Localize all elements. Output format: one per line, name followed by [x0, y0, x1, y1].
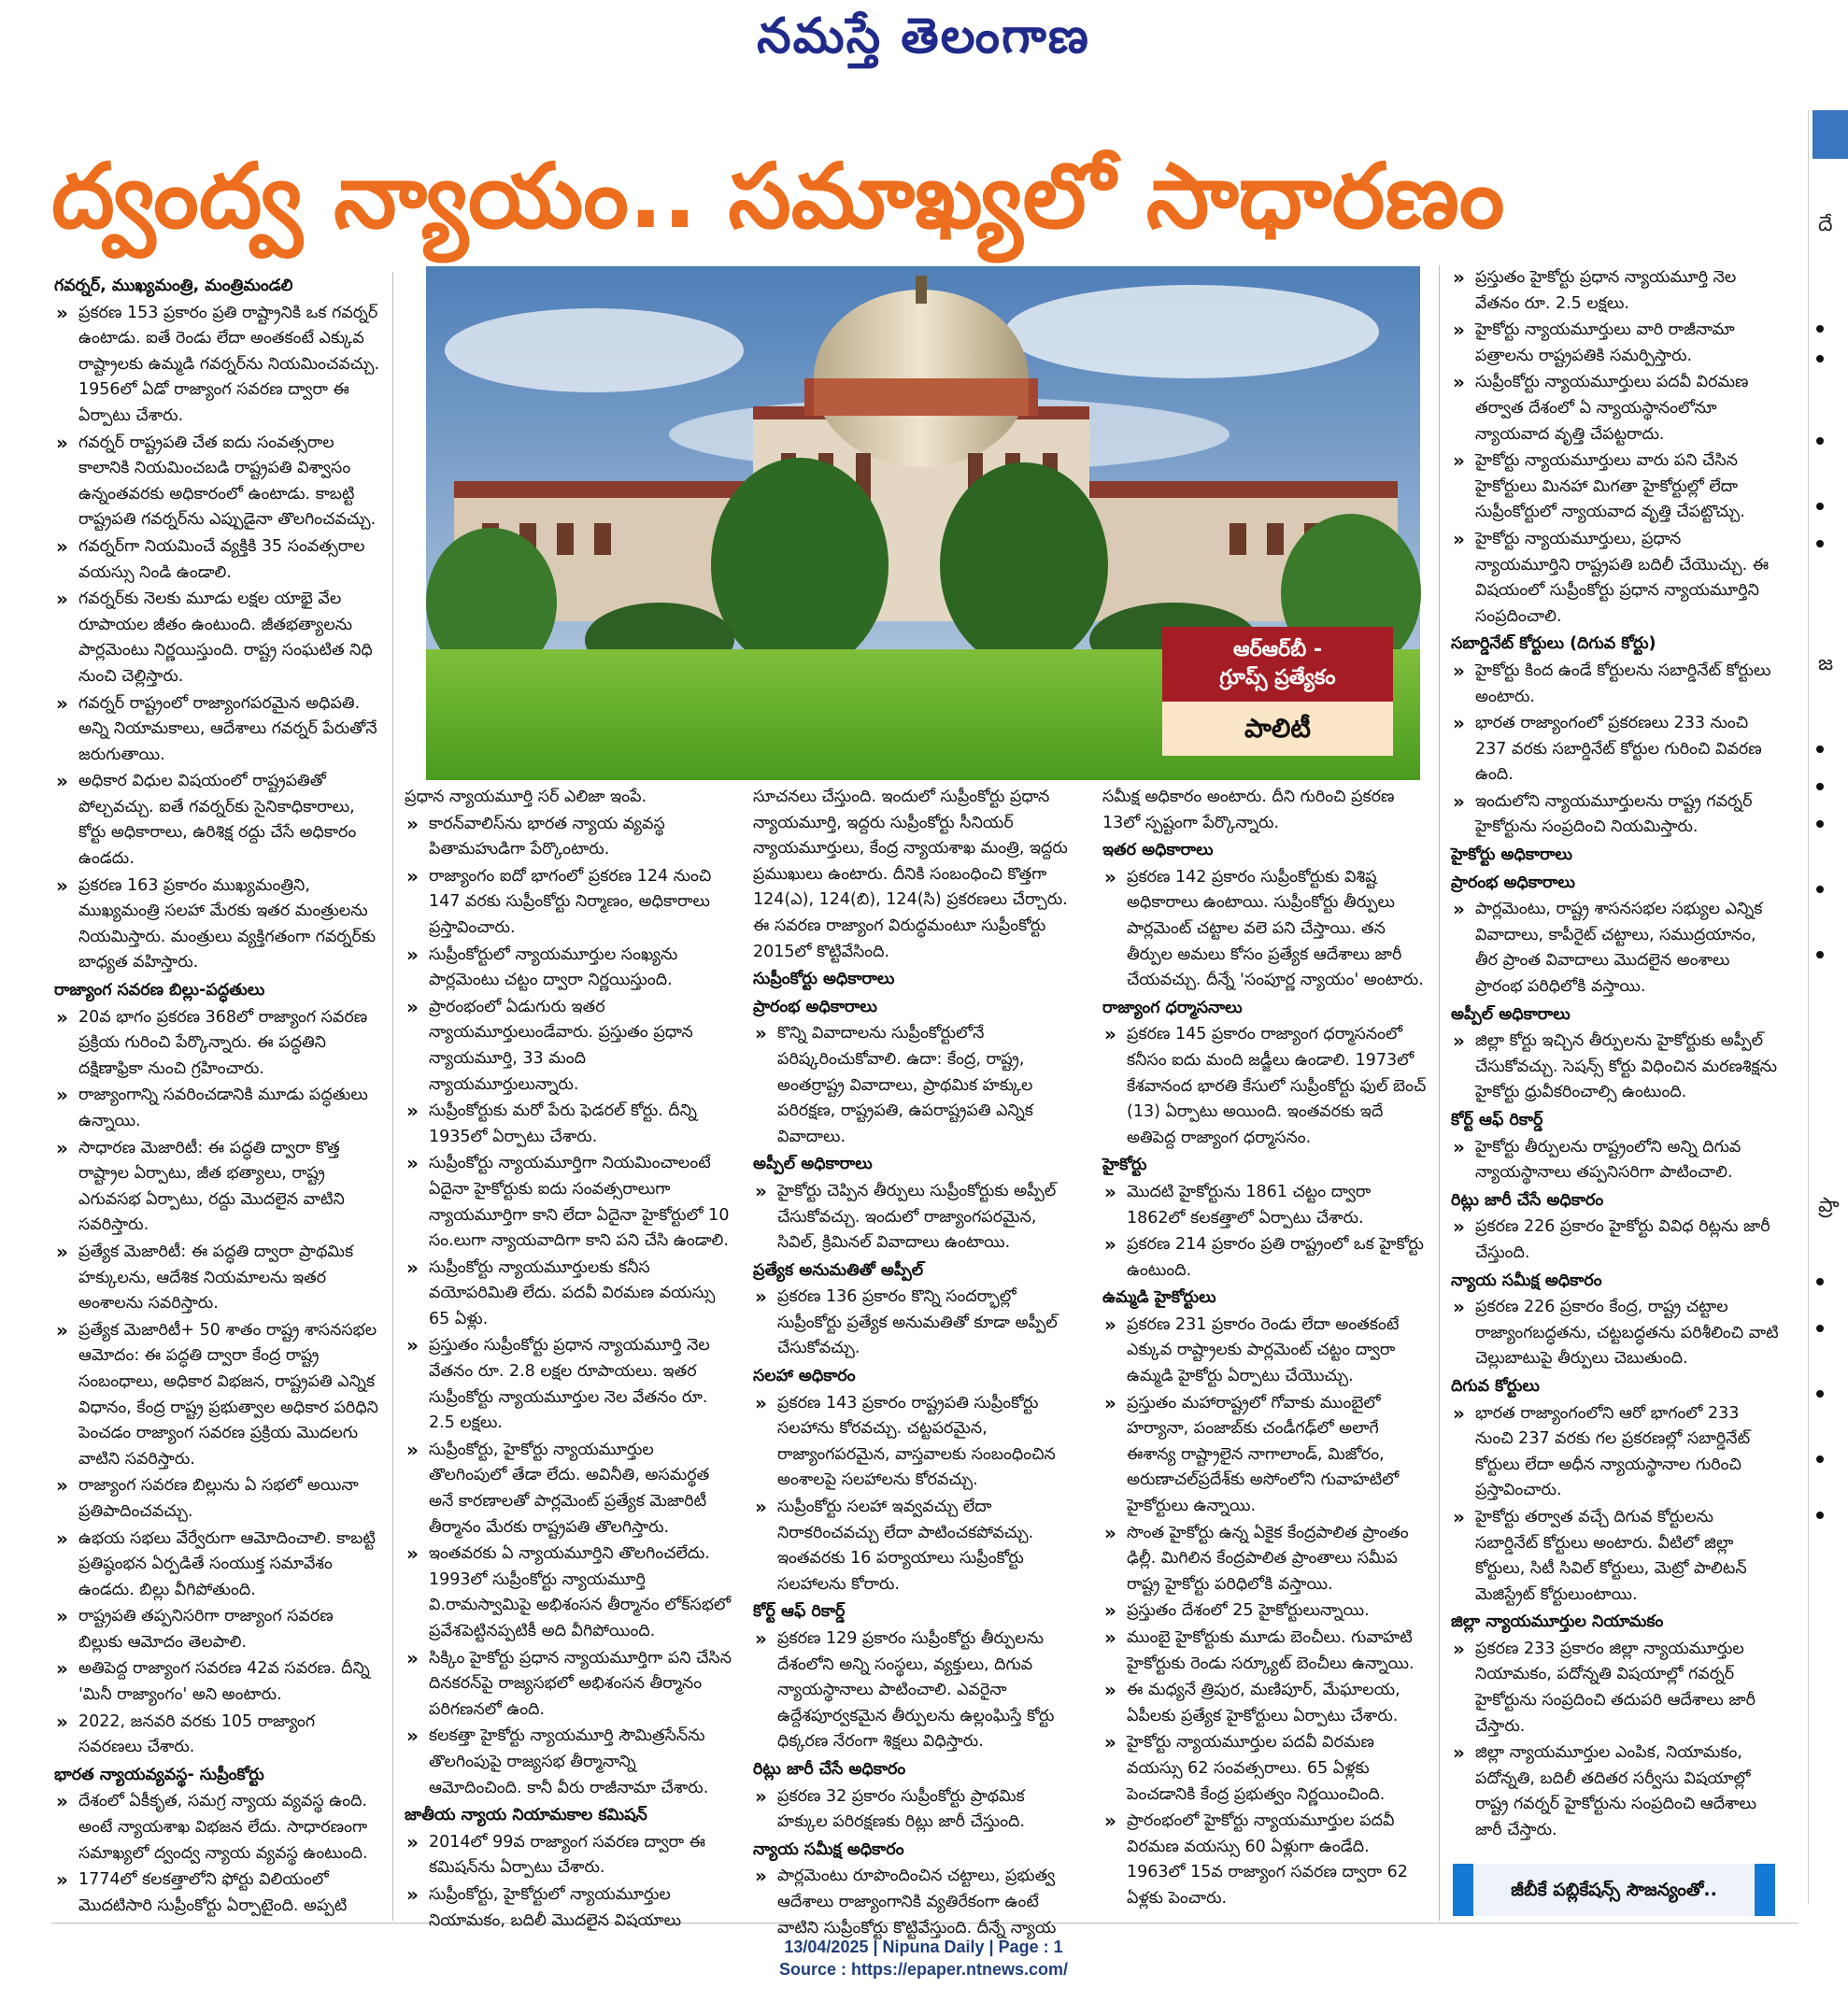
- strip-bullet: [1816, 820, 1824, 828]
- bullet-item: » రాష్ట్రపతి తప్పనిసరిగా రాజ్యాంగ సవరణ బిల్లుకు ఆమోదం తెలపాలి.: [54, 1604, 381, 1655]
- bullet-item: » సుప్రీంకోర్టు, హైకోర్టులో న్యాయమూర్తుల నియామకం, బదిలీ మొదలైన విషయాలు: [405, 1882, 733, 1934]
- bullet-item: » హైకోర్టు చెప్పిన తీర్పులు సుప్రీంకోర్టుకు అప్పీల్ చేసుకోవచ్చు. ఇందులో రాజ్యాంగపరమైన, సివిల్, క్రిమినల్ వివాదాలు ఉంటాయి.: [753, 1179, 1080, 1257]
- strip-bullet: [1816, 745, 1824, 753]
- bullet-item: » రాజ్యాంగం ఐదో భాగంలో ప్రకరణ 124 నుంచి 147 వరకు సుప్రీంకోర్టు నిర్మాణం, అధికారాలు ప్రస్తావించారు.: [405, 864, 733, 942]
- badge-line-1: ఆర్ఆర్‌బీ -: [1233, 638, 1322, 661]
- subheading: అప్పీల్ అధికారాలు: [753, 1155, 873, 1174]
- bullet-item: » భారత రాజ్యాంగంలో ప్రకరణలు 233 నుంచి 237 వరకు సబార్డినేట్ కోర్టుల గురించి వివరణ ఉంది.: [1451, 711, 1780, 788]
- masthead-logo: నమస్తే తెలంగాణ: [757, 7, 1090, 64]
- bullet-item: » రాజ్యాంగాన్ని సవరించడానికి మూడు పద్ధతులు ఉన్నాయి.: [54, 1083, 381, 1134]
- bullet-item: » రాజ్యాంగ సవరణ బిల్లును ఏ సభలో అయినా ప్రతిపాదించవచ్చు.: [54, 1473, 381, 1525]
- bullet-item: » సుప్రీంకోర్టు న్యాయమూర్తులు పదవీ విరమణ తర్వాత దేశంలో ఏ న్యాయస్థానంలోనూ న్యాయవాద వృత్తి చేపట్టరాదు.: [1451, 370, 1780, 447]
- subheading: హైకోర్టు అధికారాలు: [1451, 845, 1572, 865]
- subheading: జాతీయ న్యాయ నియామకాల కమిషన్: [405, 1806, 647, 1825]
- bullet-item: » సుప్రీంకోర్టు సలహా ఇవ్వవచ్చు లేదా నిరాకరించవచ్చు లేదా పాటించకపోవచ్చు. ఇంతవరకు 16 పర్యాయాలు సుప్రీంకోర్టు సలహాలను కోరారు.: [753, 1495, 1080, 1597]
- subheading: సుప్రీంకోర్టు అధికారాలు: [753, 970, 895, 989]
- section-badge: [1162, 627, 1393, 758]
- bullet-item: » ప్రస్తుతం మహారాష్ట్రలో గోవాకు ముంబైలో హర్యానా, పంజాబ్‌కు చండీగఢ్‌లో అలాగే ఈశాన్య రాష్ట్రాలైన నాగాలాండ్, మిజోరం, అరుణాచల్‌ప్రదేశ్‌కు అసోంలోని గువాహటిలో హైకోర్టులు ఉన్నాయి.: [1102, 1391, 1429, 1520]
- bullet-item: » కొన్ని వివాదాలను సుప్రీంకోర్టులోనే పరిష్కరించుకోవాలి. ఉదా: కేంద్ర, రాష్ట్ర, అంతర్రాష్ట్ర వివాదాలు, ప్రాథమిక హక్కుల పరిరక్షణ, రాష్ట్రపతి, ఉపరాష్ట్రపతి ఎన్నిక వివాదాలు.: [753, 1021, 1080, 1150]
- bullet-item: » దేశంలో ఏకీకృత, సమగ్ర న్యాయ వ్యవస్థ ఉంది. అంటే న్యాయశాఖ విభజన లేదు. సాధారణంగా సమాఖ్యలో ద్వంద్వ న్యాయ వ్యవస్థ ఉంటుంది.: [54, 1789, 381, 1867]
- bullet-item: » సొంత హైకోర్టు ఉన్న ఏకైక కేంద్రపాలిత ప్రాంతం ఢిల్లీ. మిగిలిన కేంద్రపాలిత ప్రాంతాలు సమీప రాష్ట్ర హైకోర్టు పరిధిలోకి వస్తాయి.: [1102, 1521, 1429, 1598]
- bullet-item: » ఈ మధ్యనే త్రిపుర, మణిపూర్, మేఘాలయ, ఏపీలకు ప్రత్యేక హైకోర్టులు ఏర్పాటు చేశారు.: [1102, 1678, 1429, 1729]
- bullet-item: » హైకోర్టు న్యాయమూర్తులు, ప్రధాన న్యాయమూర్తిని రాష్ట్రపతి బదిలీ చేయొచ్చు. ఈ విషయంలో సుప్రీంకోర్టు ప్రధాన న్యాయమూర్తిని సంప్రదించాలి.: [1451, 527, 1780, 630]
- strip-bullet: [1816, 437, 1824, 445]
- article-column-2: [405, 785, 733, 1930]
- column-divider: [392, 272, 393, 1921]
- page-footer: [0, 1936, 1847, 1981]
- bullet-item: » హైకోర్టు కింద ఉండే కోర్టులను సబార్డినేట్ కోర్టులు అంటారు.: [1451, 659, 1780, 710]
- bullet-item: » ఉభయ సభలు వేర్వేరుగా ఆమోదించాలి. కాబట్టి ప్రతిష్ఠంభన ఏర్పడితే సంయుక్త సమావేశం ఉండదు. బిల్లు వీగిపోతుంది.: [54, 1526, 381, 1604]
- column-divider: [1439, 265, 1440, 1921]
- bullet-item: » ముంబై హైకోర్టుకు మూడు బెంచీలు. గువాహటి హైకోర్టుకు రెండు సర్క్యూట్ బెంచీలు ఉన్నాయి.: [1102, 1626, 1429, 1677]
- subheading: దిగువ కోర్టులు: [1451, 1376, 1540, 1396]
- strip-bullet: [1816, 355, 1824, 362]
- footer-source-line: Source : https://epaper.ntnews.com/: [778, 1960, 1069, 1979]
- bullet-item: » హైకోర్టు న్యాయమూర్తులు వారి రాజీనామా పత్రాలను రాష్ట్రపతికి సమర్పిస్తారు.: [1451, 318, 1780, 369]
- bullet-item: » ప్రారంభంలో హైకోర్టు న్యాయమూర్తుల పదవీ విరమణ వయస్సు 60 ఏళ్లుగా ఉండేది. 1963లో 15వ రాజ్యాంగ సవరణ ద్వారా 62 ఏళ్లకు పెంచారు.: [1102, 1809, 1429, 1911]
- bullet-item: » ప్రకరణ 226 ప్రకారం హైకోర్టు వివిధ రిట్లను జారీ చేస్తుంది.: [1451, 1214, 1780, 1266]
- bullet-item: » పార్లమెంటు రూపొందించిన చట్టాలు, ప్రభుత్వ ఆదేశాలు రాజ్యాంగానికి వ్యతిరేకంగా ఉంటే వాటిని సుప్రీంకోర్టు కొట్టివేస్తుంది. దీన్నే న్యాయ: [753, 1864, 1080, 1941]
- bullet-item: » గవర్నర్‌గా నియమించే వ్యక్తికి 35 సంవత్సరాల వయస్సు నిండి ఉండాలి.: [54, 534, 381, 586]
- bullet-item: » 1774లో కలకత్తాలోని ఫోర్టు విలియంలో మొదటిసారి సుప్రీంకోర్టు ఏర్పాటైంది. అప్పటి: [54, 1867, 381, 1919]
- subheading: భారత న్యాయవ్యవస్థ- సుప్రీంకోర్టు: [54, 1765, 264, 1784]
- bullet-item: » సాధారణ మెజారిటీ: ఈ పద్ధతి ద్వారా కొత్త రాష్ట్రాల ఏర్పాటు, జీత భత్యాలు, రాష్ట్ర ఎగువసభ ఏర్పాటు, రద్దు మొదలైన వాటిని సవరిస్తారు.: [54, 1136, 381, 1239]
- subheading: రాజ్యాంగ సవరణ బిల్లు-పద్ధతులు: [54, 981, 265, 1001]
- badge-line-2: గ్రూప్స్ ప్రత్యేకం: [1219, 666, 1336, 689]
- bullet-item: » ప్రస్తుతం హైకోర్టు ప్రధాన న్యాయమూర్తి నెల వేతనం రూ. 2.5 లక్షలు.: [1451, 265, 1780, 317]
- bullet-item: » భారత రాజ్యాంగంలోని ఆరో భాగంలో 233 నుంచి 237 వరకు గల ప్రకరణల్లో సబార్డినేట్ కోర్టులు లేదా అధీన న్యాయస్థానాల గురించి ప్రస్తావించారు.: [1451, 1401, 1780, 1504]
- strip-bullet: [1816, 1455, 1824, 1463]
- subheading: కోర్ట్ ఆఫ్ రికార్డ్: [1451, 1111, 1543, 1129]
- bullet-item: » ప్రస్తుతం దేశంలో 25 హైకోర్టులున్నాయి.: [1102, 1598, 1429, 1625]
- bullet-item: » ప్రకరణ 226 ప్రకారం కేంద్ర, రాష్ట్ర చట్టాల రాజ్యాంగబద్ధతను, చట్టబద్ధతను పరిశీలించి వాటి చెల్లుబాటుపై తీర్పులు చెబుతుంది.: [1451, 1295, 1780, 1372]
- strip-bullet: [1816, 1390, 1824, 1398]
- strip-bullet: [1816, 783, 1824, 790]
- article-column-3: [753, 785, 1080, 1938]
- bullet-item: » ప్రత్యేక మెజారిటీ: ఈ పద్ధతి ద్వారా ప్రాథమిక హక్కులను, ఆదేశిక నియమాలను ఇతర అంశాలను సవరిస్తారు.: [54, 1240, 381, 1317]
- continued-text: సూచనలు చేస్తుంది. ఇందులో సుప్రీంకోర్టు ప్రధాన న్యాయమూర్తి, ఇద్దరు సుప్రీంకోర్టు సీనియర్ న్యాయమూర్తులు, కేంద్ర న్యాయశాఖ మంత్రి, ఇద్దరు ప్రముఖులు ఉంటారు. దీనికి సంబంధించి కొత్తగా 124(ఎ), 124(బి), 124(సి) ప్రకరణలు చేర్చారు. ఈ సవరణ రాజ్యాంగ విరుద్ధమంటూ సుప్రీంకోర్టు 2015లో కొట్టివేసింది.: [753, 788, 1068, 961]
- bullet-item: » ప్రకరణ 163 ప్రకారం ముఖ్యమంత్రిని, ముఖ్యమంత్రి సలహా మేరకు ఇతర మంత్రులను నియమిస్తారు. మంత్రులు వ్యక్తిగతంగా గవర్నర్‌కు బాధ్యత వహిస్తారు.: [54, 873, 381, 976]
- bullet-item: » ప్రకరణ 153 ప్రకారం ప్రతి రాష్ట్రానికి ఒక గవర్నర్ ఉంటాడు. ఐతే రెండు లేదా అంతకంటే ఎక్కువ రాష్ట్రాలకు ఉమ్మడి గవర్నర్‌ను నియమించవచ్చు. 1956లో ఏడో రాజ్యాంగ సవరణ ద్వారా ఈ ఏర్పాటు చేశారు.: [54, 301, 381, 430]
- bullet-item: » మొదటి హైకోర్టును 1861 చట్టం ద్వారా 1862లో కలకత్తాలో ఏర్పాటు చేశారు.: [1102, 1180, 1429, 1231]
- subheading: ప్రత్యేక అనుమతితో అప్పీల్: [753, 1260, 924, 1280]
- continued-text: సమీక్ష అధికారం అంటారు. దీని గురించి ప్రకరణ 13లో స్పష్టంగా పేర్కొన్నారు.: [1102, 788, 1395, 832]
- continued-text: ప్రధాన న్యాయమూర్తి సర్ ఎలిజా ఇంపే.: [405, 788, 647, 806]
- subheading: రిట్లు జారీ చేసే అధికారం: [753, 1759, 906, 1779]
- subheading: ఉమ్మడి హైకోర్టులు: [1102, 1288, 1216, 1308]
- bullet-item: » ప్రారంభంలో ఏడుగురు ఇతర న్యాయమూర్తులుండేవారు. ప్రస్తుతం ప్రధాన న్యాయమూర్తి, 33 మంది న్యాయమూర్తులున్నారు.: [405, 995, 733, 1098]
- bullet-item: » హైకోర్టు తర్వాత వచ్చే దిగువ కోర్టులను సబార్డినేట్ కోర్టులు అంటారు. వీటిలో జిల్లా కోర్టులు, సిటీ సివిల్ కోర్టులు, మెట్రో పాలిటన్ మెజిస్ట్రేట్ కోర్టులుంటాయి.: [1451, 1505, 1780, 1608]
- bullet-item: » సుప్రీంకోర్టుకు మరో పేరు ఫెడరల్ కోర్టు. దీన్ని 1935లో ఏర్పాటు చేశారు.: [405, 1099, 733, 1150]
- bullet-item: » ప్రకరణ 129 ప్రకారం సుప్రీంకోర్టు తీర్పులను దేశంలోని అన్ని సంస్థలు, వ్యక్తులు, దిగువ న్యాయస్థానాలు పాటించాలి. ఎవరైనా ఉద్దేశపూర్వకమైన తీర్పులను ఉల్లంఘిస్తే కోర్టు ధిక్కరణ నేరంగా శిక్షలు విధిస్తారు.: [753, 1626, 1080, 1755]
- bullet-item: » ప్రకరణ 32 ప్రకారం సుప్రీంకోర్టు ప్రాథమిక హక్కుల పరిరక్షణకు రిట్లు జారీ చేస్తుంది.: [753, 1784, 1080, 1836]
- bullet-item: » జిల్లా కోర్టు ఇచ్చిన తీర్పులను హైకోర్టుకు అప్పీల్ చేసుకోవచ్చు. సెషన్స్ కోర్టు విధించిన మరణశిక్షను హైకోర్టు ధ్రువీకరించాల్సి ఉంటుంది.: [1451, 1029, 1780, 1106]
- bullet-item: » పార్లమెంటు, రాష్ట్ర శాసనసభల సభ్యుల ఎన్నిక వివాదాలు, కాపీరైట్ చట్టాలు, సముద్రయానం, తీర ప్రాంత వివాదాలు మొదలైన అంశాలు ప్రారంభ పరిధిలోకి వస్తాయి.: [1451, 897, 1780, 1000]
- bullet-item: » 2014లో 99వ రాజ్యాంగ సవరణ ద్వారా ఈ కమిషన్‌ను ఏర్పాటు చేశారు.: [405, 1830, 733, 1881]
- subheading: న్యాయ సమీక్ష అధికారం: [753, 1839, 904, 1859]
- strip-bullet: [1816, 886, 1824, 893]
- strip-bullet: [1816, 1512, 1824, 1519]
- strip-bullet: [1816, 540, 1824, 547]
- bullet-item: » ప్రకరణ 145 ప్రకారం రాజ్యాంగ ధర్మాసనంలో కనీసం ఐదు మంది జడ్జీలు ఉండాలి. 1973లో కేశవానంద భారతి కేసులో సుప్రీంకోర్టు ఫుల్ బెంచ్ (13) ఏర్పాటు అయింది. ఇంతవరకు ఇదే అతిపెద్ద రాజ్యాంగ ధర్మాసనం.: [1102, 1022, 1429, 1151]
- bullet-item: » ఇందులోని న్యాయమూర్తులను రాష్ట్ర గవర్నర్ హైకోర్టును సంప్రదించి నియమిస్తారు.: [1451, 789, 1780, 841]
- bullet-item: » జిల్లా న్యాయమూర్తుల ఎంపిక, నియామకం, పదోన్నతి, బదిలీ తదితర సర్వీసు విషయాల్లో రాష్ట్ర గవర్నర్ హైకోర్టును సంప్రదించి ఆదేశాలు జారీ చేస్తారు.: [1451, 1740, 1780, 1843]
- bullet-item: » ప్రకరణ 142 ప్రకారం సుప్రీంకోర్టుకు విశిష్ట అధికారాలు ఉంటాయి. సుప్రీంకోర్టు తీర్పులు పార్లమెంట్ చట్టాల వలె పని చేస్తాయి. తన తీర్పుల అమలు కోసం ప్రత్యేక ఆదేశాలు జారీ చేయవచ్చు. దీన్నే 'సంపూర్ణ న్యాయం' అంటారు.: [1102, 865, 1429, 994]
- bullet-item: » సుప్రీంకోర్టు న్యాయమూర్తులకు కనీస వయోపరిమితి లేదు. పదవీ విరమణ వయస్సు 65 ఏళ్లు.: [405, 1256, 733, 1333]
- subheading: అప్పీల్ అధికారాలు: [1451, 1004, 1571, 1024]
- strip-text: జ: [1818, 652, 1834, 675]
- bullet-item: » అతిపెద్ద రాజ్యాంగ సవరణ 42వ సవరణ. దీన్ని 'మినీ రాజ్యాంగం' అని అంటారు.: [54, 1656, 381, 1708]
- bullet-item: » అధికార విధుల విషయంలో రాష్ట్రపతితో పోల్చవచ్చు. ఐతే గవర్నర్‌కు సైనికాధికారాలు, కోర్టు అధికారాలు, ఉరిశిక్ష రద్దు చేసే అధికారం ఉండదు.: [54, 769, 381, 872]
- bullet-item: » హైకోర్టు న్యాయమూర్తులు వారు పని చేసిన హైకోర్టులు మినహా మిగతా హైకోర్టుల్లో లేదా సుప్రీంకోర్టులో న్యాయవాద వృత్తి చేపట్టొచ్చు.: [1451, 448, 1780, 526]
- subheading: ఇతర అధికారాలు: [1102, 841, 1214, 860]
- strip-bullet: [1816, 1278, 1824, 1285]
- credit-text: జీబీకే పబ్లికేషన్స్ సౌజన్యంతో..: [1473, 1864, 1755, 1916]
- subheading: రిట్లు జారీ చేసే అధికారం: [1451, 1190, 1604, 1210]
- strip-text: దే: [1818, 213, 1833, 236]
- bullet-item: » సిక్కిం హైకోర్టు ప్రధాన న్యాయమూర్తిగా పని చేసిన దినకరన్‌పై రాజ్యసభలో అభిశంసన తీర్మానం పరిగణనలో ఉంది.: [405, 1646, 733, 1724]
- bullet-item: » హైకోర్టు తీర్పులను రాష్ట్రంలోని అన్ని దిగువ న్యాయస్థానాలు తప్పనిసరిగా పాటించాలి.: [1451, 1135, 1780, 1186]
- article-column-1: [54, 272, 381, 1925]
- bullet-item: » 20వ భాగం ప్రకరణ 368లో రాజ్యాంగ సవరణ ప్రక్రియ గురించి పేర్కొన్నారు. ఈ పద్ధతిని దక్షిణాఫ్రికా నుంచి గ్రహించారు.: [54, 1005, 381, 1083]
- strip-text: ప్రా: [1818, 1194, 1840, 1217]
- subheading: హైకోర్టు: [1102, 1156, 1147, 1175]
- subheading: గవర్నర్, ముఖ్యమంత్రి, మంత్రిమండలి: [54, 277, 293, 295]
- subheading: రాజ్యాంగ ధర్మాసనాలు: [1102, 998, 1243, 1017]
- subheading: ప్రారంభ అధికారాలు: [1451, 873, 1575, 892]
- publisher-credit: [1453, 1864, 1775, 1916]
- bullet-item: » ప్రస్తుతం సుప్రీంకోర్టు ప్రధాన న్యాయమూర్తి నెల వేతనం రూ. 2.8 లక్షల రూపాయలు. ఇతర సుప్రీంకోర్టు న్యాయమూర్తుల నెల వేతనం రూ. 2.5 లక్షలు.: [405, 1333, 733, 1436]
- bullet-item: » గవర్నర్ రాష్ట్రంలో రాజ్యాంగపరమైన అధిపతి. అన్ని నియామకాలు, ఆదేశాలు గవర్నర్ పేరుతోనే జరుగుతాయి.: [54, 691, 381, 769]
- bullet-item: » సుప్రీంకోర్టు న్యాయమూర్తిగా నియమించాలంటే ఏదైనా హైకోర్టుకు ఐదు సంవత్సరాలుగా న్యాయమూర్తిగా కాని లేదా ఏదైనా హైకోర్టులో 10 సం.లుగా న్యాయవాదిగా కాని పని చేసి ఉండాలి.: [405, 1151, 733, 1254]
- credit-accent-block: [1453, 1864, 1473, 1916]
- adjacent-article-image: [1812, 110, 1848, 159]
- subheading: కోర్ట్ ఆఫ్ రికార్డ్: [753, 1602, 846, 1622]
- subheading: సలహా అధికారం: [753, 1367, 856, 1386]
- bullet-item: » ప్రకరణ 233 ప్రకారం జిల్లా న్యాయమూర్తుల నియామకం, పదోన్నతి విషయాల్లో గవర్నర్ హైకోర్టును సంప్రదించి తదుపరి ఆదేశాలు జారీ చేస్తారు.: [1451, 1637, 1780, 1739]
- strip-bullet: [1816, 951, 1824, 958]
- bullet-item: » ప్రకరణ 231 ప్రకారం రెండు లేదా అంతకంటే ఎక్కువ రాష్ట్రాలకు పార్లమెంట్ చట్టం ద్వారా ఉమ్మడి హైకోర్టు ఏర్పాటు చేయొచ్చు.: [1102, 1313, 1429, 1390]
- bullet-item: » సుప్రీంకోర్టులో న్యాయమూర్తుల సంఖ్యను పార్లమెంటు చట్టం ద్వారా నిర్ణయిస్తుంది.: [405, 943, 733, 994]
- bullet-item: » కారన్‌వాలిస్‌ను భారత న్యాయ వ్యవస్థ పితామహుడిగా పేర్కొంటారు.: [405, 812, 733, 863]
- bullet-item: » గవర్నర్‌కు నెలకు మూడు లక్షల యాభై వేల రూపాయల జీతం ఉంటుంది. జీతభత్యాలను పార్లమెంటు నిర్ణయిస్తుంది. రాష్ట్ర సంఘటిత నిధి నుంచి చెల్లిస్తారు.: [54, 587, 381, 689]
- footer-date-line: 13/04/2025 | Nipuna Daily | Page : 1: [784, 1938, 1063, 1956]
- bullet-item: » ప్రత్యేక మెజారిటీ+ 50 శాతం రాష్ట్ర శాసనసభల ఆమోదం: ఈ పద్ధతి ద్వారా కేంద్ర రాష్ట్ర సంబంధాలు, అధికార విభజన, రాష్ట్రపతి ఎన్నిక విధానం, కేంద్ర రాష్ట్ర ప్రభుత్వాల అధికార పరిధిని పెంచడం రాజ్యాంగ సవరణ ప్రక్రియ మొదలగు వాటిని సవరిస్తారు.: [54, 1318, 381, 1473]
- bullet-item: » హైకోర్టు న్యాయమూర్తుల పదవీ విరమణ వయస్సు 62 సంవత్సరాలు. 65 ఏళ్లకు పెంచడానికి కేంద్ర ప్రభుత్వం నిర్ణయించింది.: [1102, 1730, 1429, 1808]
- bullet-item: » 2022, జనవరి వరకు 105 రాజ్యాంగ సవరణలు చేశారు.: [54, 1710, 381, 1761]
- bullet-item: » గవర్నర్ రాష్ట్రపతి చేత ఐదు సంవత్సరాల కాలానికి నియమించబడి రాష్ట్రపతి విశ్వాసం ఉన్నంతవరకు అధికారంలో ఉంటాడు. కాబట్టి రాష్ట్రపతి గవర్నర్‌ను ఎప్పుడైనా తొలగించవచ్చు.: [54, 431, 381, 533]
- bullet-item: » ప్రకరణ 136 ప్రకారం కొన్ని సందర్భాల్లో సుప్రీంకోర్టు ప్రత్యేక అనుమతితో కూడా అప్పీల్ చేసుకోవచ్చు.: [753, 1285, 1080, 1362]
- adjacent-article-strip: [1808, 110, 1848, 1904]
- strip-bullet: [1816, 325, 1824, 333]
- bullet-item: » సుప్రీంకోర్టు, హైకోర్టు న్యాయమూర్తుల తొలగింపులో తేడా లేదు. అవినీతి, అసమర్థత అనే కారణాలతో పార్లమెంట్ ప్రత్యేక మెజారిటీ తీర్మానం మేరకు రాష్ట్రపతి తొలగిస్తారు.: [405, 1438, 733, 1541]
- bullet-item: » కలకత్తా హైకోర్టు న్యాయమూర్తి సౌమిత్రసేన్‌ను తొలగింపుపై రాజ్యసభ తీర్మానాన్ని ఆమోదించింది. కానీ వీరు రాజీనామా చేశారు.: [405, 1724, 733, 1801]
- badge-section-name: పాలిటీ: [1162, 702, 1393, 756]
- subheading: న్యాయ సమీక్ష అధికారం: [1451, 1271, 1602, 1290]
- strip-bullet: [1816, 503, 1824, 510]
- credit-accent-block: [1755, 1864, 1775, 1916]
- subheading: సబార్డినేట్ కోర్టులు (దిగువ కోర్టు): [1451, 634, 1656, 654]
- article-column-5: [1451, 265, 1780, 1853]
- subheading: జిల్లా న్యాయమూర్తుల నియామకం: [1451, 1612, 1664, 1632]
- strip-bullet: [1816, 1325, 1824, 1332]
- headline: ద్వంద్వ న్యాయం.. సమాఖ్యలో సాధారణం: [51, 144, 1505, 248]
- bullet-item: » ప్రకరణ 143 ప్రకారం రాష్ట్రపతి సుప్రీంకోర్టు సలహాను కోరవచ్చు. చట్టపరమైన, రాజ్యాంగపరమైన, వాస్తవాలకు సంబంధించిన అంశాలపై సలహాలను కోరవచ్చు.: [753, 1391, 1080, 1494]
- bullet-item: » ఇంతవరకు ఏ న్యాయమూర్తిని తొలగించలేదు. 1993లో సుప్రీంకోర్టు న్యాయమూర్తి వి.రామస్వామిపై అభిశంసన తీర్మానం లోక్‌సభలో ప్రవేశపెట్టినప్పటికీ అది వీగిపోయింది.: [405, 1541, 733, 1644]
- subheading: ప్రారంభ అధికారాలు: [753, 997, 877, 1016]
- bullet-item: » ప్రకరణ 214 ప్రకారం ప్రతి రాష్ట్రంలో ఒక హైకోర్టు ఉంటుంది.: [1102, 1232, 1429, 1284]
- article-column-4: [1102, 785, 1429, 1924]
